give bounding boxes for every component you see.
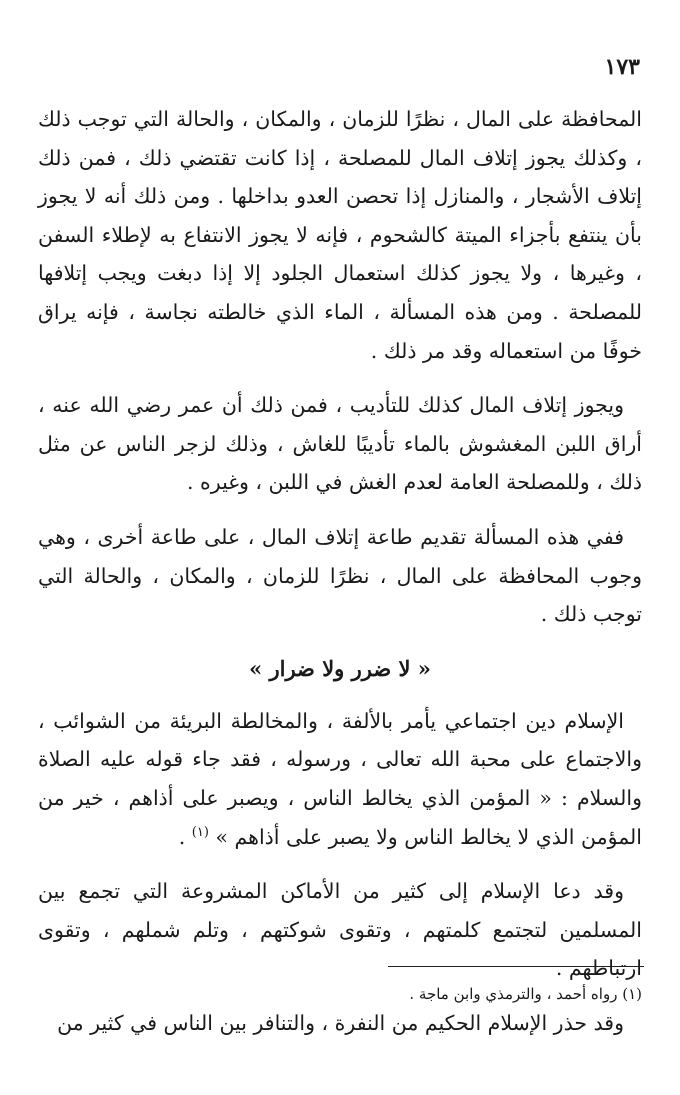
paragraph-1: المحافظة على المال ، نظرًا للزمان ، والمكان ، والحالة التي توجب ذلك ، وكذلك يجوز إتلاف المال للمصلحة ، إذا كانت تقتضي ذلك ، فمن ذلك إتلاف الأشجار ، والمنازل إذا تحصن العدو بداخلها . ومن ذلك أنه لا يجوز بأن ينتفع بأجزاء الميتة كالشحوم ، فإنه لا يجوز الانتفاع به لإطلاء السفن ، وغيرها ، ولا يجوز كذلك استعمال الجلود إلا إذا دبغت ويجب إتلافها للمصلحة . ومن هذه المسألة ، الماء الذي خالطته نجاسة ، فإنه يراق خوفًا من استعماله وقد مر ذلك . xyxy=(38,107,642,363)
section-paragraph-1 xyxy=(38,702,642,856)
paragraph-3: ففي هذه المسألة تقديم طاعة إتلاف المال ، على طاعة أخرى ، وهي وجوب المحافظة على المال ، نظرًا للزمان ، والمكان ، والحالة التي توجب ذلك . xyxy=(38,524,642,627)
paragraph-2: ويجوز إتلاف المال كذلك للتأديب ، فمن ذلك أن عمر رضي الله عنه ، أراق اللبن المغشوش بالماء تأديبًا للغاش ، وذلك لزجر الناس عن مثل ذلك ، وللمصلحة العامة لعدم الغش في اللبن ، وغيره . xyxy=(38,393,642,495)
footnote-divider xyxy=(388,966,644,967)
section-paragraph-2: وقد دعا الإسلام إلى كثير من الأماكن المشروعة التي تجمع بين المسلمين لتجتمع كلمتهم ، وتقوى شوكتهم ، وتلم شملهم ، وتقوى ارتباطهم . xyxy=(38,879,642,981)
section-paragraph-1-text: الإسلام دين اجتماعي يأمر بالألفة ، والمخالطة البريئة من الشوائب ، والاجتماع على محبة الله تعالى ، ورسوله ، فقد جاء قوله عليه الصلاة والسلام : « المؤمن الذي يخالط الناس ، ويصبر على أذاهم ، خير من المؤمن الذي لا يخالط الناس ولا يصبر على أذاهم » xyxy=(38,708,642,849)
section-paragraph-3: وقد حذر الإسلام الحكيم من النفرة ، والتنافر بين الناس في كثير من xyxy=(57,1010,624,1035)
footnote-reference: (١) xyxy=(191,824,209,840)
footnote: (١) رواه أحمد ، والترمذي وابن ماجة . xyxy=(409,985,642,1003)
page-number: ١٧٣ xyxy=(604,54,640,80)
section-paragraph-1-end: . xyxy=(178,824,192,849)
body-text xyxy=(38,100,642,1042)
section-heading: « لا ضرر ولا ضرار » xyxy=(249,655,431,681)
